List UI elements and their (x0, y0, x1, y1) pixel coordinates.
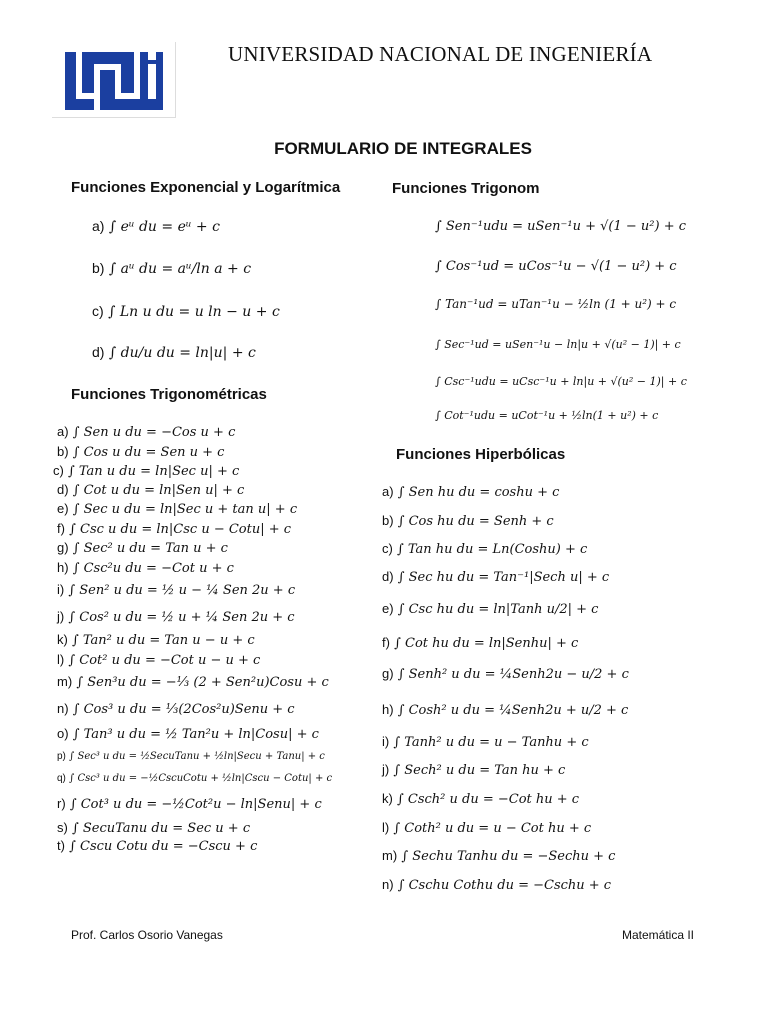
formula-line: r) ∫ Cot³ u du = −½Cot²u − ln|Senu| + c (57, 796, 322, 812)
formula-line: i) ∫ Tanh² u du = u − Tanhu + c (382, 734, 589, 750)
uni-logo (52, 42, 176, 118)
formula-line: l) ∫ Coth² u du = u − Cot hu + c (382, 820, 592, 836)
formula-line: l) ∫ Cot² u du = −Cot u − u + c (57, 652, 261, 668)
formula-line: j) ∫ Sech² u du = Tan hu + c (382, 762, 566, 778)
formula-line: t) ∫ Cscu Cotu du = −Cscu + c (57, 838, 258, 854)
page-title: FORMULARIO DE INTEGRALES (274, 139, 532, 158)
formula-line: ∫ Cos⁻¹ud = uCos⁻¹u − √(1 − u²) + c (435, 259, 677, 274)
formula-line: c) ∫ Tan u du = ln|Sec u| + c (53, 463, 240, 479)
section-heading-exp-log: Funciones Exponencial y Logarítmica (71, 179, 341, 196)
formula-line: a) ∫ Sen hu du = coshu + c (382, 484, 560, 500)
formula-line: h) ∫ Csc²u du = −Cot u + c (57, 560, 234, 576)
formula-line: n) ∫ Cschu Cothu du = −Cschu + c (382, 877, 612, 893)
formula-line: k) ∫ Csch² u du = −Cot hu + c (382, 791, 580, 807)
formula-line: g) ∫ Sec² u du = Tan u + c (57, 540, 228, 556)
formula-line: i) ∫ Sen² u du = ½ u − ¼ Sen 2u + c (57, 582, 296, 598)
section-heading-inv-trig: Funciones Trigonom (392, 180, 540, 197)
formula-line: b) ∫ aᵘ du = aᵘ/ln a + c (92, 260, 252, 277)
formula-line: g) ∫ Senh² u du = ¼Senh2u − u/2 + c (382, 666, 629, 682)
section-heading-hyper: Funciones Hiperbólicas (396, 446, 566, 463)
formula-line: a) ∫ eᵘ du = eᵘ + c (92, 218, 220, 235)
formula-line: ∫ Sen⁻¹udu = uSen⁻¹u + √(1 − u²) + c (435, 219, 686, 234)
section-heading-trig: Funciones Trigonométricas (71, 386, 267, 403)
formula-line: e) ∫ Csc hu du = ln|Tanh u/2| + c (382, 601, 599, 617)
footer-author: Prof. Carlos Osorio Vanegas (71, 928, 223, 942)
formula-line: ∫ Csc⁻¹udu = uCsc⁻¹u + ln|u + √(u² − 1)| + c (435, 375, 687, 388)
formula-line: k) ∫ Tan² u du = Tan u − u + c (57, 632, 255, 648)
formula-line: q) ∫ Csc³ u du = −½CscuCotu + ½ln|Cscu − Cotu| + c (57, 773, 333, 784)
formula-line: e) ∫ Sec u du = ln|Sec u + tan u| + c (57, 501, 298, 517)
formula-line: ∫ Tan⁻¹ud = uTan⁻¹u − ½ln (1 + u²) + c (435, 297, 677, 311)
formula-line: h) ∫ Cosh² u du = ¼Senh2u + u/2 + c (382, 702, 629, 718)
formula-line: m) ∫ Sen³u du = −⅓ (2 + Sen²u)Cosu + c (57, 674, 329, 690)
university-name: UNIVERSIDAD NACIONAL DE INGENIERÍA (228, 42, 653, 66)
formula-line: m) ∫ Sechu Tanhu du = −Sechu + c (382, 848, 616, 864)
formula-line: ∫ Sec⁻¹ud = uSen⁻¹u − ln|u + √(u² − 1)| + c (435, 338, 681, 351)
formula-line: s) ∫ SecuTanu du = Sec u + c (57, 820, 251, 836)
formula-line: c) ∫ Ln u du = u ln − u + c (92, 303, 280, 320)
formula-line: f) ∫ Cot hu du = ln|Senhu| + c (382, 635, 579, 651)
formula-line: f) ∫ Csc u du = ln|Csc u − Cotu| + c (57, 521, 292, 537)
formula-line: d) ∫ Sec hu du = Tan⁻¹|Sech u| + c (382, 569, 610, 585)
formula-line: ∫ Cot⁻¹udu = uCot⁻¹u + ½ln(1 + u²) + c (435, 409, 659, 422)
formula-line: d) ∫ du/u du = ln|u| + c (92, 344, 256, 361)
formula-line: o) ∫ Tan³ u du = ½ Tan²u + ln|Cosu| + c (57, 726, 319, 742)
formula-line: b) ∫ Cos hu du = Senh + c (382, 513, 554, 529)
formula-line: d) ∫ Cot u du = ln|Sen u| + c (57, 482, 245, 498)
formula-line: b) ∫ Cos u du = Sen u + c (57, 444, 225, 460)
formula-line: p) ∫ Sec³ u du = ½SecuTanu + ½ln|Secu + Tanu| + c (57, 751, 325, 762)
formula-line: a) ∫ Sen u du = −Cos u + c (57, 424, 236, 440)
footer-course: Matemática II (621, 928, 694, 942)
formula-line: c) ∫ Tan hu du = Ln(Coshu) + c (382, 541, 588, 557)
formula-line: j) ∫ Cos² u du = ½ u + ¼ Sen 2u + c (57, 609, 295, 625)
formula-line: n) ∫ Cos³ u du = ⅓(2Cos²u)Senu + c (57, 701, 295, 717)
